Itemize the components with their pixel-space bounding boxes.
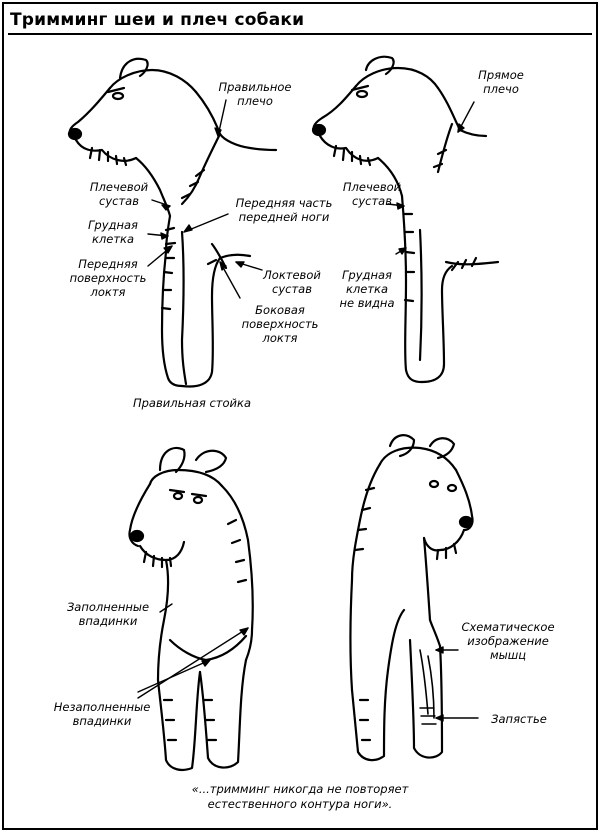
label-chest-hidden: Грудная клетка не видна (339, 268, 395, 310)
label-muscle-scheme: Схематическое изображение мышц (461, 620, 555, 662)
caption-correct-stance: Правильная стойка (132, 396, 252, 410)
label-front-elbow-surface: Передняя поверхность локтя (69, 257, 147, 299)
label-shoulder-joint-left: Плечевой сустав (89, 180, 149, 208)
label-straight-shoulder: Прямое плечо (478, 68, 524, 96)
pointers-straight-shoulder (388, 102, 474, 254)
label-correct-shoulder: Правильное плечо (218, 80, 292, 108)
label-filled-hollows: Заполненные впадинки (66, 600, 150, 628)
label-shoulder-joint-right: Плечевой сустав (342, 180, 402, 208)
label-unfilled-hollows: Незаполненные впадинки (53, 700, 151, 728)
label-wrist: Запястье (491, 712, 547, 726)
label-foreleg-front: Передняя часть передней ноги (235, 196, 333, 224)
label-elbow-joint: Локтевой сустав (263, 268, 321, 296)
bottom-quote: «...тримминг никогда не повторяет естественного контура ноги». (191, 782, 409, 811)
label-side-elbow-surface: Боковая поверхность локтя (241, 303, 319, 345)
page-title: Тримминг шеи и плеч собаки (10, 10, 305, 30)
label-chest-left: Грудная клетка (88, 218, 138, 246)
dog-front-view-right (351, 435, 473, 760)
